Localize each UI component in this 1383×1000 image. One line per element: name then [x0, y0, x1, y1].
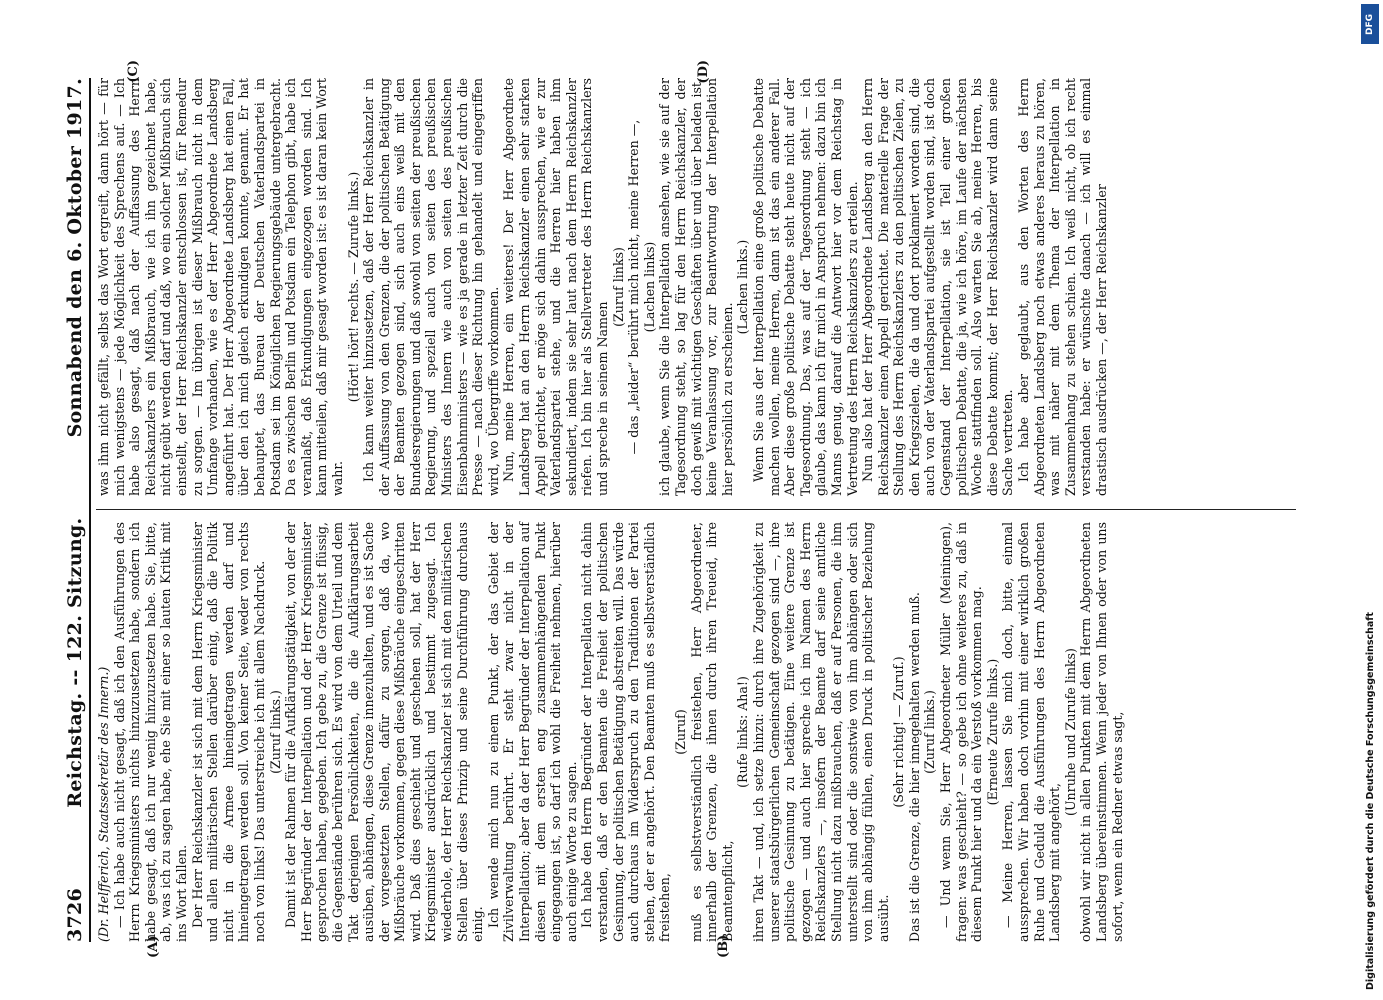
paragraph: Der Herr Reichskanzler ist sich mit dem Herrn Kriegsminister und allen militärischen Stellen darüber einig, daß die Politik nicht in die Armee hineingetragen werden darf und hineingetragen werden soll. Von keiner Seite, weder von rechts noch von links! Das unterstreiche ich mit allem Nachdruck. — [189, 522, 267, 942]
margin-marker-b: (B) — [716, 934, 731, 958]
page-header — [64, 78, 91, 942]
paragraph: Ich kann weiter hinzusetzen, daß der Herr Reichskanzler in der Auffassung von den Grenzen, die der politischen Betätigung der Beamten gezogen sind, sich auch eins weiß mit den Bundesregierungen und daß sowohl von seiten der preußischen Regierung, und speziell auch von seiten des preußischen Ministers des Innern wie auch von seiten des preußischen Eisenbahnministers — wie es ja gerade in letzter Zeit durch die Presse — nach dieser Richtung hin gehandelt und eingegriffen wird, wo Übergriffe vorkommen. — [361, 78, 501, 496]
paragraph: Ich habe aber geglaubt, aus den Worten des Herrn Abgeordneten Landsberg noch etwas anderes heraus zu hören, was mit näher mit dem Thema der Interpellation in Zusammenhang zu stehen schien. Ich weiß nicht, ob ich recht verstanden habe: er wünschte danach — ich will es einmal drastisch ausdrücken —, der Herr Reichskanzler — [1016, 78, 1109, 496]
interjection: (Erneute Zurufe links.) — [984, 658, 1000, 806]
interjection: (Zuruf) — [672, 709, 688, 755]
right-column — [96, 78, 1296, 510]
paragraph: Nun also hat der Herr Abgeordnete Landsberg an den Herrn Reichskanzler einen Appell gerichtet. Die materielle Frage der Stellung des Herrn Reichskanzlers zu den politischen Zielen, zu den Kriegszielen, die da und dort proklamiert worden sind, die auch von der Vaterlandspartei aufgestellt worden sind, ist doch Gegenstand der Interpellation, sie ist Teil einer großen politischen Debatte, die ja, wie ich höre, im Laufe der nächsten Woche stattfinden soll. Also warten Sie ab, meine Herren, bis diese Debatte kommt; der Herr Reichskanzler wird dann seine Sache vertreten. — [860, 78, 1016, 496]
interjection: (Zuruf links.) — [922, 690, 938, 774]
margin-marker-c: (C) — [126, 60, 141, 83]
session-title: Reichstag. -- 122. Sitzung. — [64, 517, 86, 808]
interjection: (Lachen links.) — [735, 239, 751, 335]
paragraph: ihren Takt — und, ich setze hinzu: durch ihre Zugehörigkeit zu unserer staatsbürgerlichen Gemeinschaft gezogen sind —, ihre politische Gesinnung zu betätigen. Eine weitere Grenze ist gezogen — und auch hier spreche ich im Namen des Herrn Reichskanzlers —, insofern der Beamte darf seine amtliche Stellung nicht dazu mißbrauchen, daß er auf Personen, die ihm unterstellt sind oder die sonstwie von ihm abhängen oder sich von ihm abhängig fühlen, einen Druck in politischer Beziehung ausübt. — [750, 522, 891, 942]
digitization-credit — [1361, 0, 1377, 1000]
left-column — [96, 510, 1296, 942]
text-columns — [96, 60, 1296, 958]
page-number: 3726 — [64, 887, 86, 942]
credit-text: Digitalisierung gefördert durch die Deutsche Forschungsgemeinschaft — [1365, 612, 1376, 990]
interjection: (Unruhe und Zurufe links) — [1062, 648, 1078, 816]
paragraph: — Und wenn Sie, Herr Abgeordneter Müller (Meiningen), fragen: was geschieht? — so gebe ich ohne weiteres zu, daß in diesem Punkt hier und da ein Verstoß vorkommen mag. — [938, 522, 985, 942]
paragraph: Ich wende mich nun zu einem Punkt, der das Gebiet der Zivilverwaltung berührt. Er steht zwar nicht in der Interpellation; aber da der Herr Begründer der Interpellation auf diesen mit dem ersten eng zusammenhängenden Punkt eingegangen ist, so darf ich wohl die Freiheit nehmen, hierüber auch einige Worte zu sagen. — [485, 522, 579, 942]
session-date: Sonnabend den 6. Oktober 1917. — [64, 78, 86, 438]
interjection: (Hört! hört! rechts. — Zurufe links.) — [345, 171, 361, 403]
paragraph: — Ich habe auch nicht gesagt, daß ich den Ausführungen des Herrn Kriegsministers nichts hinzuzusetzen habe, sondern ich habe gesagt, daß ich nur wenig hinzuzusetzen habe. Sie, bitte, ab, was ich zu sagen habe, ehe Sie mit einer so lauten Kritik mit ins Wort fallen. — [111, 522, 189, 942]
speaker-line: (Dr. Helfferich, Staatssekretär des Innern.) — [96, 666, 111, 942]
document-page — [50, 60, 1330, 960]
paragraph: Das ist die Grenze, die hier innegehalten werden muß. — [906, 592, 922, 942]
column-divider — [96, 509, 1296, 510]
paragraph: Ich habe den Herrn Begründer der Interpellation nicht dahin verstanden, daß er den Beamten die Freiheit der politischen Gesinnung, der politischen Betätigung abstreiten will. Das würde auch durchaus im Widerspruch zu den Traditionen der Partei stehen, der er angehört. Den Beamten muß es selbstverständlich freistehen, — [579, 522, 673, 942]
margin-marker-d: (D) — [696, 60, 711, 84]
paragraph: Wenn Sie aus der Interpellation eine große politische Debatte machen wollen, meine Herren, dann ist das ein anderer Fall. Aber diese große politische Debatte steht heute nicht auf der Tagesordnung. Das, was auf der Tagesordnung steht — ich glaube, das kann ich für mich in Anspruch nehmen: dazu bin ich Manns genug, darauf die Antwort hier vor dem Reichstag in Vertretung des Herrn Reichskanzlers zu erteilen. — [750, 78, 860, 496]
interjection: (Zuruf links.) — [267, 690, 283, 774]
interjection: (Lachen links) — [641, 241, 657, 333]
margin-marker-a: (A) — [146, 935, 161, 958]
paragraph: Damit ist der Rahmen für die Aufklärungstätigkeit, von der der Herr Begründer der Interpellation und der Herr Kriegsminister gesprochen haben, gegeben. Ich gebe zu, die Grenze ist flüssig, die Gegenstände berühren sich. Es wird von dem Urteil und dem Takt derjenigen Persönlichkeiten, die die Aufklärungsarbeit ausüben, abhängen, diese Grenze innezuhalten, und es ist Sache der vorgesetzten Stellen, dafür zu sorgen, daß da, wo Mißbräuche vorkommen, gegen diese Mißbräuche eingeschritten wird. Daß dies geschieht und geschehen soll, hat der Herr Kriegsminister ausdrücklich und bestimmt zugesagt. Ich wiederhole, der Herr Reichskanzler ist sich mit den militärischen Stellen über dieses Prinzip und seine Durchführung durchaus einig. — [283, 522, 486, 942]
paragraph: Nun, meine Herren, ein weiteres! Der Herr Abgeordnete Landsberg hat an den Herrn Reichskanzler einen sehr starken Appell gerichtet, er möge sich dahin aussprechen, wie er zur Vaterlandspartei stehe, und die Herren hier haben ihm sekundiert, indem sie sehr laut nach dem Herrn Reichskanzler riefen. Ich bin hier als Stellvertreter des Herrn Reichskanzlers und spreche in seinem Namen — [501, 78, 610, 496]
paragraph: — das „leider“ berührt mich nicht, meine Herren —, — [626, 119, 642, 455]
paragraph: ich glaube, wenn Sie die Interpellation ansehen, wie sie auf der Tagesordnung steht, so lag für den Herrn Reichskanzler, der doch gewiß mit wichtigen Geschäften über und über beladen ist, keine Veranlassung vor, zur Beantwortung der Interpellation hier persönlich zu erscheinen. — [657, 78, 735, 496]
paragraph: — Meine Herren, lassen Sie mich doch, bitte, einmal aussprechen. Wir haben doch vorhin mit einer wirklich großen Ruhe und Geduld die Ausführungen des Herrn Abgeordneten Landsberg mit angehört, — [1000, 522, 1063, 942]
paragraph: obwohl wir nicht in allen Punkten mit dem Herrn Abgeordneten Landsberg übereinstimmen. Wenn jeder von Ihnen oder von uns sofort, wenn ein Redner etwas sagt, — [1078, 522, 1125, 942]
dfg-logo: DFG — [1361, 4, 1379, 44]
paragraph: muß es selbstverständlich freistehen, Herr Abgeordneter, innerhalb der Grenzen, die ihnen durch ihren Treueid, ihre Beamtenpflicht, — [688, 522, 735, 942]
interjection: (Rufe links: Aha!) — [735, 676, 751, 788]
interjection: (Zuruf links) — [610, 247, 626, 327]
interjection: (Sehr richtig! — Zuruf.) — [891, 656, 907, 808]
paragraph: was ihm nicht gefällt, selbst das Wort ergreift, dann hört — für mich wenigstens — jede Möglichkeit des Sprechens auf. — Ich habe also gesagt, daß nach der Auffassung des Herrn Reichskanzlers ein Mißbrauch, wie ich ihn gezeichnet habe, nicht geübt werden darf und daß, wo ein solcher Mißbrauch sich einstellt, der Herr Reichskanzler entschlossen ist, für Remedur zu sorgen. — Im übrigen ist dieser Mißbrauch nicht in dem Umfange vorhanden, wie es der Herr Abgeordnete Landsberg angeführt hat. Der Herr Abgeordnete Landsberg hat einen Fall, über den ich mich gleich erkundigen konnte, genannt. Er hat behauptet, das Bureau der Deutschen Vaterlandspartei in Potsdam sei im Königlichen Regierungsgebäude untergebracht. Da es zwischen Berlin und Potsdam ein Telephon gibt, habe ich veranlaßt, daß Erkundigungen eingezogen worden sind. Ich kann mitteilen, daß mir gesagt worden ist: es ist daran kein Wort wahr. — [96, 78, 345, 496]
